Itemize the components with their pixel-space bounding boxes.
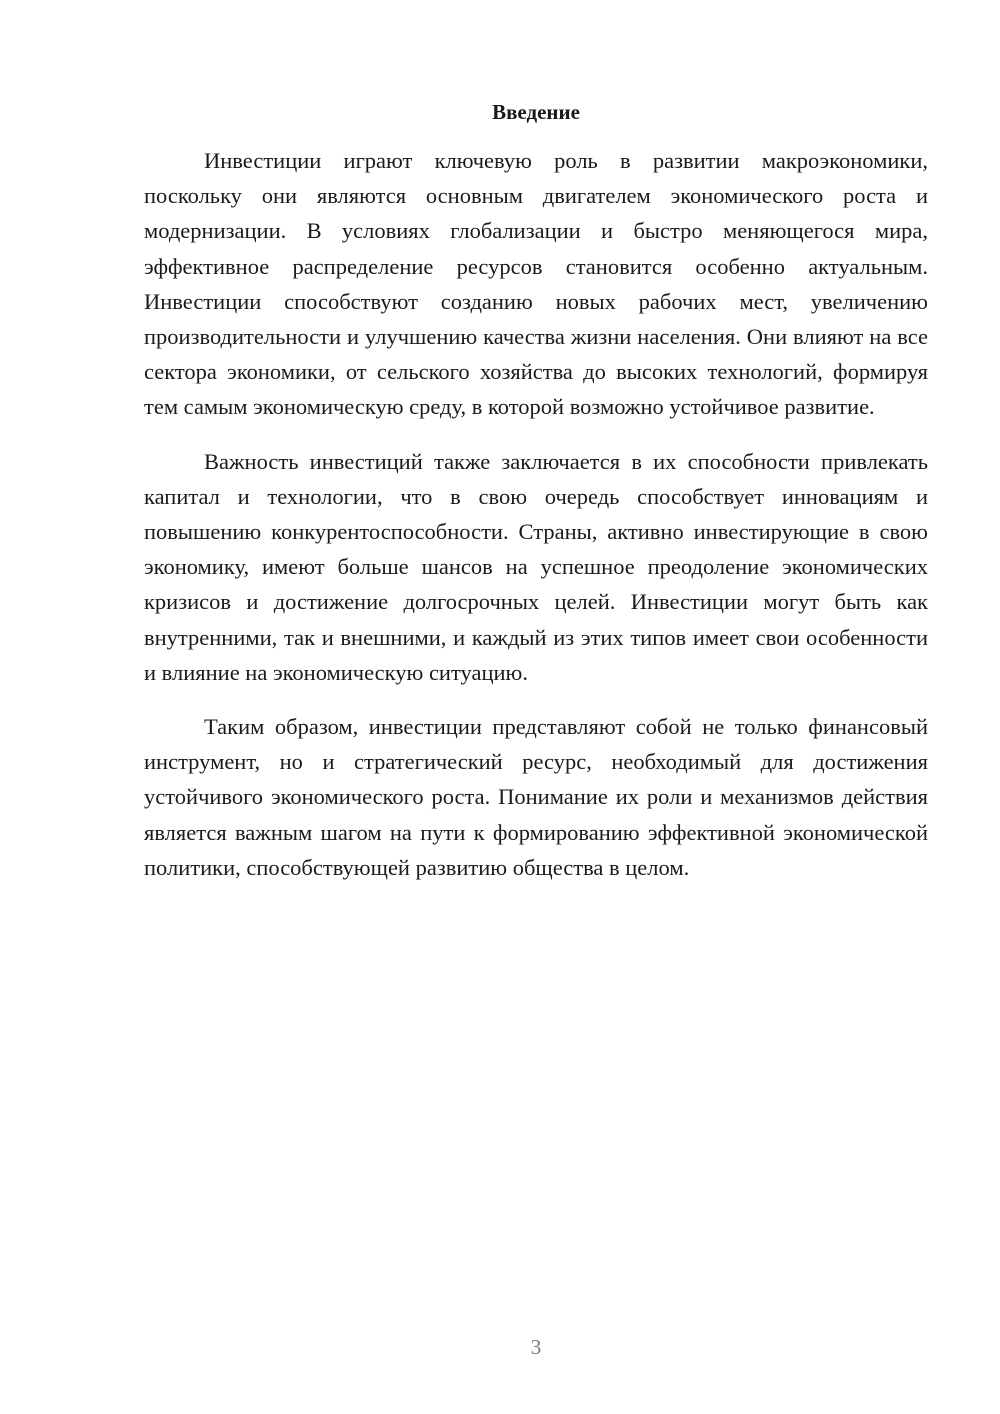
paragraph-3: Таким образом, инвестиции представляют собой не только финансовый инструмент, но и стратегический ресурс, необходимый для достижения устойчивого экономического роста. Понимание их роли и механизмов действия является важным шагом на пути к формированию эффективной экономической политики, способствующей развитию общества в целом. [144, 714, 928, 880]
body-text [144, 143, 928, 904]
page-number: 3 [530, 1335, 542, 1359]
paragraph-2: Важность инвестиций также заключается в их способности привлекать капитал и технологии, что в свою очередь способствует инновациям и повышению конкурентоспособности. Страны, активно инвестирующие в свою экономику, имеют больше шансов на успешное преодоление экономических кризисов и достижение долгосрочных целей. Инвестиции могут быть как внутренними, так и внешними, и каждый из этих типов имеет свои особенности и влияние на экономическую ситуацию. [144, 448, 928, 685]
paragraph-1: Инвестиции играют ключевую роль в развитии макроэкономики, поскольку они являются основным двигателем экономического роста и модернизации. В условиях глобализации и быстро меняющегося мира, эффективное распределение ресурсов становится особенно актуальным. Инвестиции способствуют созданию новых рабочих мест, увеличению производительности и улучшению качества жизни населения. Они влияют на все сектора экономики, от сельского хозяйства до высоких технологий, формируя тем самым экономическую среду, в которой возможно устойчивое развитие. [144, 148, 928, 420]
section-heading: Введение [492, 100, 580, 124]
